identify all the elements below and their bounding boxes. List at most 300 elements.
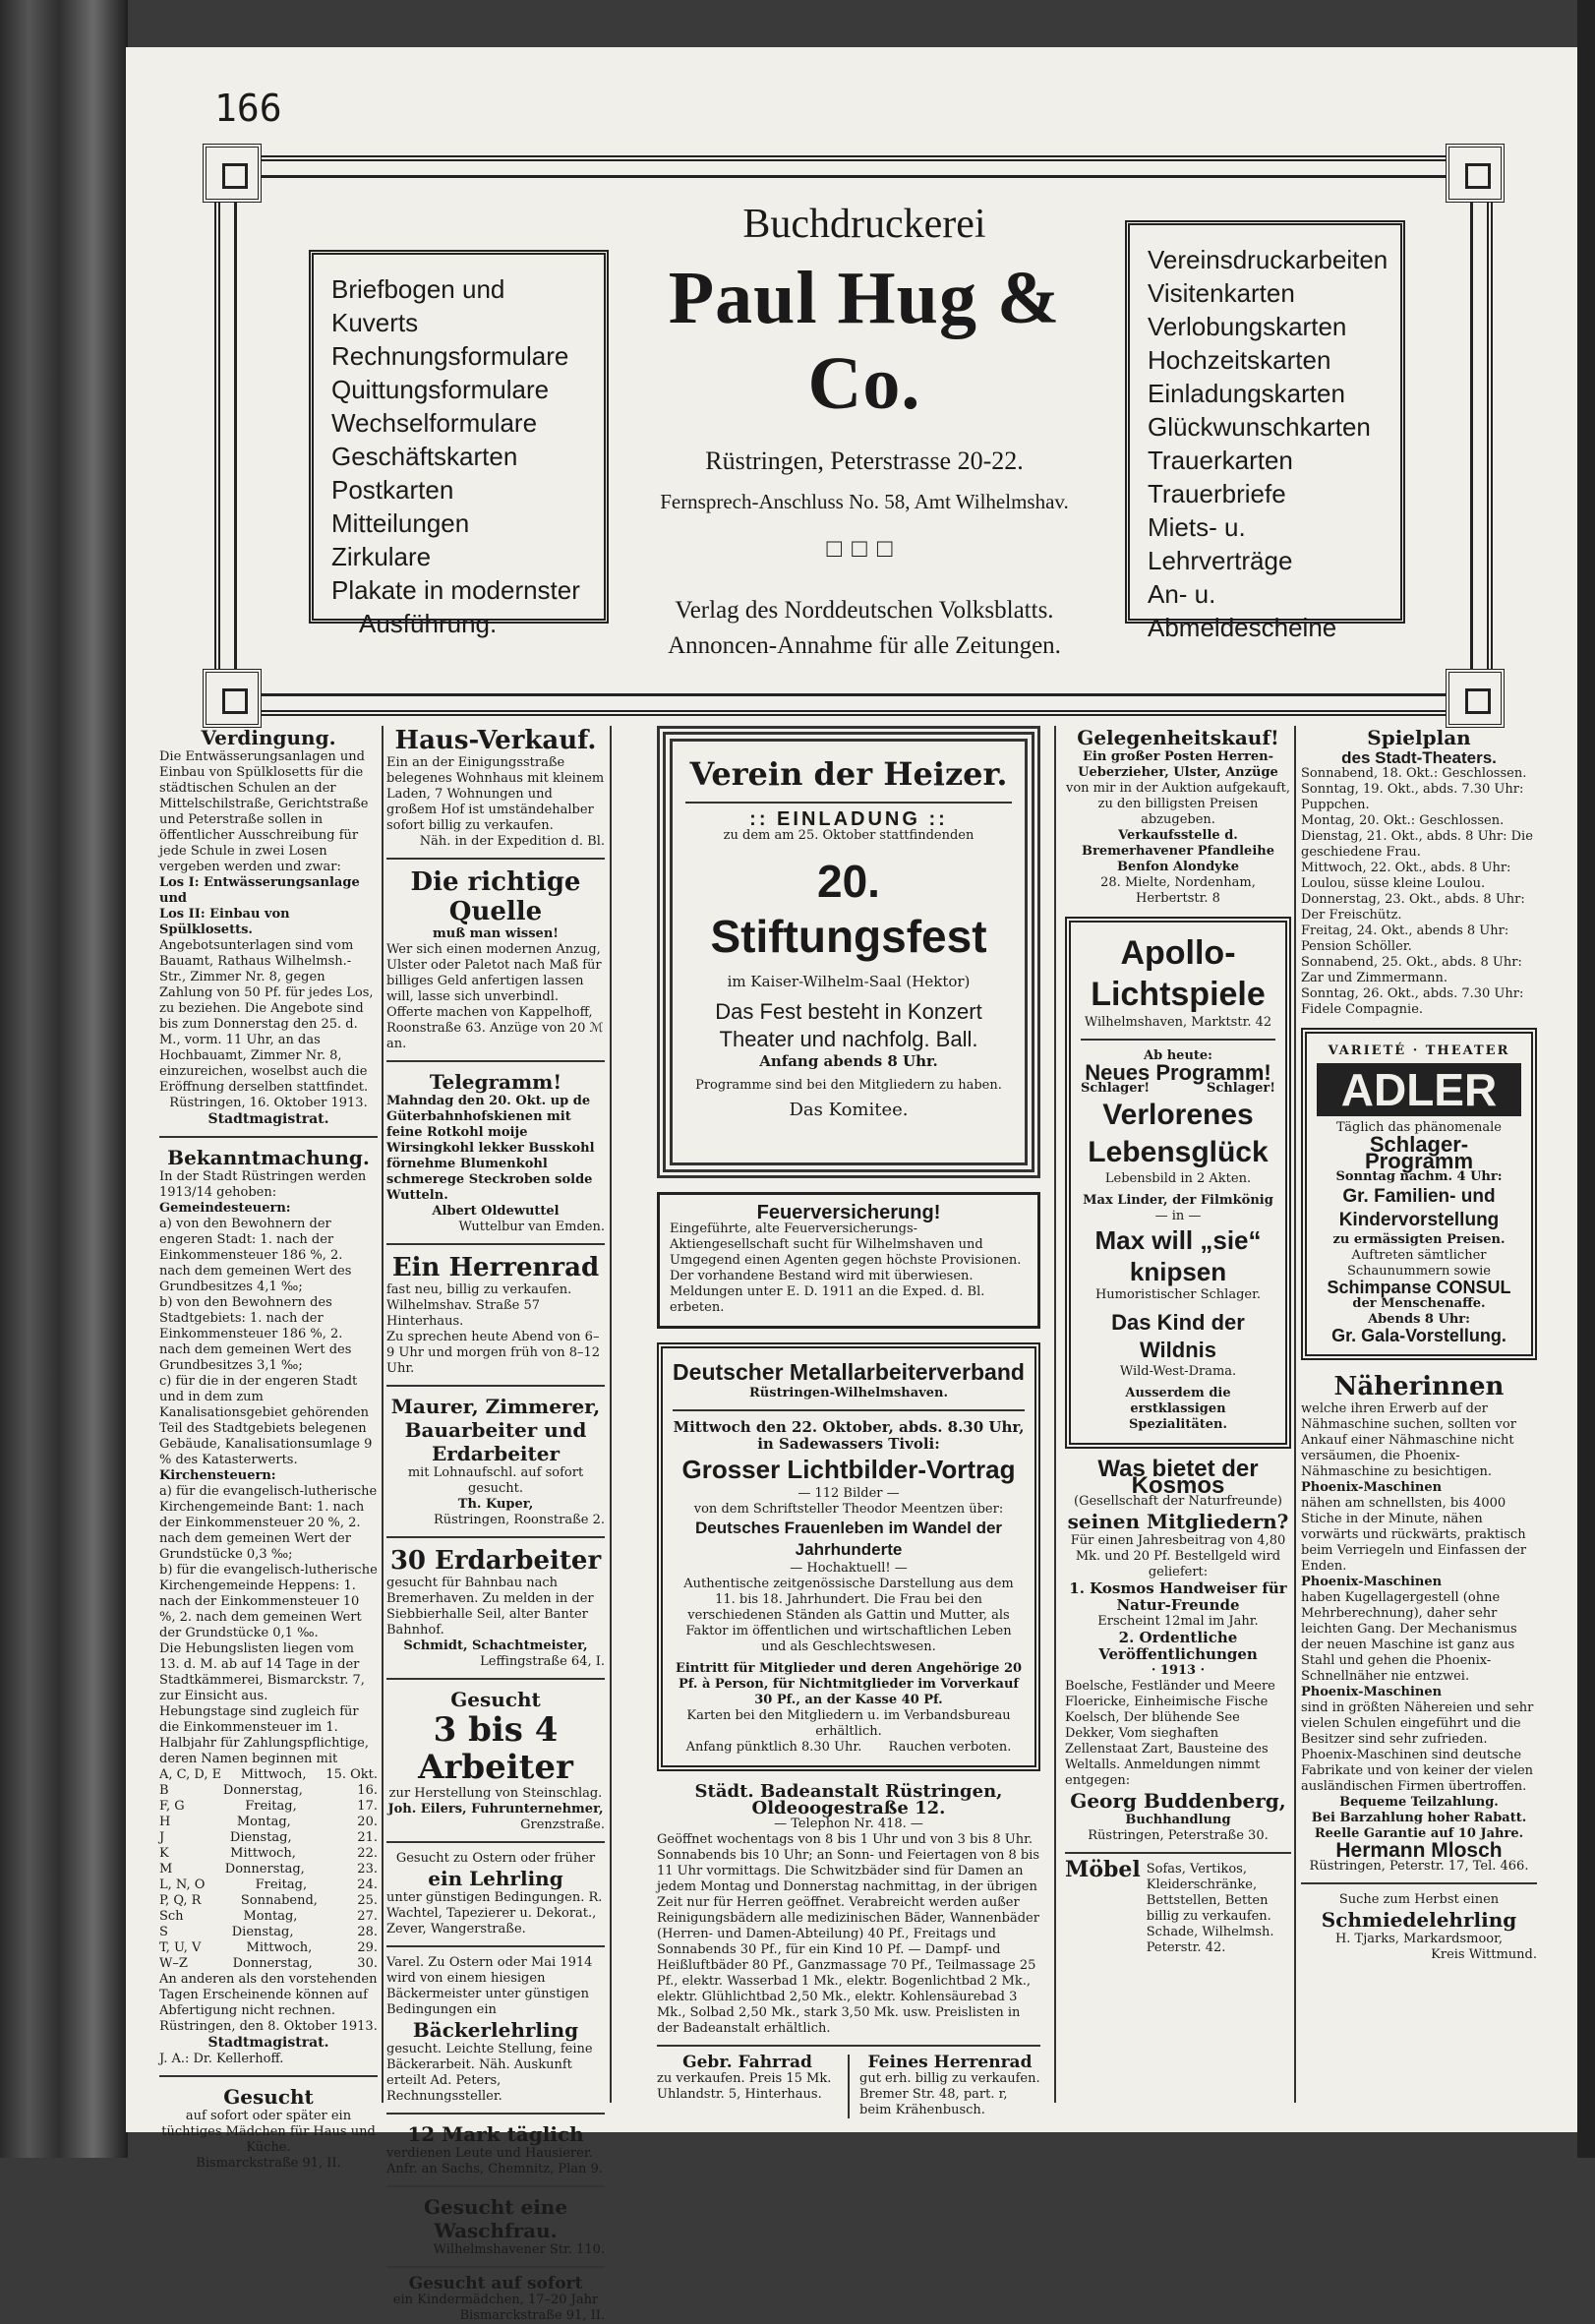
- schedule-cell: P, Q, R: [159, 1893, 202, 1908]
- list-item: Plakate in modernster: [331, 575, 580, 605]
- schedule-cell: 15. Okt.: [325, 1767, 378, 1782]
- schedule-cell: Donnerstag,: [222, 1783, 303, 1798]
- ad-date: Rüstringen, 16. Oktober 1913.: [169, 1096, 368, 1110]
- ad-text: nähen am schnellsten, bis 4000 Stiche in der Minute, nähen vorwärts und rückwärts, praktisch beim Verriegeln und Einfassen der Enden.: [1301, 1496, 1527, 1574]
- ad-text: Kreis Wittmund.: [1431, 1947, 1537, 1962]
- ad-heading: Verlorenes Lebensglück: [1088, 1099, 1269, 1168]
- divider: [386, 2185, 605, 2187]
- ad-text: verdienen Leute und Hausierer. Anfr. an Sachs, Chemnitz, Plan 9.: [386, 2146, 603, 2176]
- ad-text: Phoenix-Maschinen: [1301, 1575, 1443, 1589]
- ad-text: Schlager!: [1081, 1081, 1151, 1096]
- schedule-cell: T, U, V: [159, 1940, 202, 1955]
- ad-heading: 30 Erdarbeiter: [389, 1546, 602, 1576]
- ad-heading: ADLER: [1317, 1063, 1521, 1116]
- ad-text: — Hochaktuell! —: [790, 1561, 908, 1576]
- ad-name: Schmidt, Schachtmeister,: [403, 1639, 588, 1653]
- ad-heading: Möbel: [1065, 1857, 1141, 1882]
- schedule-cell: Donnerstag,: [224, 1862, 305, 1877]
- schedule-row: [159, 1956, 378, 1972]
- ad-text: Rüstringen-Wilhelmshaven.: [749, 1386, 948, 1400]
- schedule-row: [159, 1830, 378, 1846]
- schedule-cell: Sonnabend,: [240, 1893, 318, 1908]
- ad-signature: Stadtmagistrat.: [207, 1111, 329, 1127]
- heizer-invitation-ad: [657, 726, 1040, 1178]
- banner-title: Buchdruckerei: [742, 202, 986, 247]
- schedule-cell: L, N, O: [159, 1877, 206, 1892]
- ad-address: Rüstringen, Peterstr. 17, Tel. 466.: [1309, 1859, 1529, 1874]
- list-item: Wechselformulare: [331, 408, 538, 438]
- schedule-line: Sonnabend, 18. Okt.: Geschlossen.: [1301, 766, 1527, 781]
- schedule-line: Sonntag, 19. Okt., abds. 7.30 Uhr: Puppchen.: [1301, 782, 1524, 812]
- schedule-cell: Mittwoch,: [230, 1846, 296, 1861]
- divider: [386, 1841, 605, 1843]
- list-item: Briefbogen und Kuverts: [331, 274, 505, 337]
- ad-address: Leffingstraße 64, I.: [480, 1654, 605, 1669]
- ad-text: · 1913 ·: [1151, 1663, 1206, 1678]
- schedule-row: [159, 1909, 378, 1925]
- ad-text: — 112 Bilder —: [798, 1486, 900, 1501]
- schedule-cell: 16.: [357, 1783, 378, 1798]
- schedule-row: [159, 1877, 378, 1893]
- divider: [657, 2045, 1040, 2047]
- schedule-line: Mittwoch, 22. Okt., abds. 8 Uhr: Loulou, süsse kleine Loulou.: [1301, 861, 1511, 891]
- schedule-cell: 24.: [357, 1877, 378, 1892]
- ad-heading: Deutsches Frauenleben im Wandel der Jahrhunderte: [694, 1519, 1003, 1559]
- divider: [1065, 1852, 1291, 1854]
- ad-text: Gemeindesteuern:: [159, 1201, 291, 1216]
- ad-text: Gesucht zu Ostern oder früher: [395, 1851, 596, 1866]
- schedule-row: [159, 1767, 378, 1783]
- ad-text: zu dem am 25. Oktober stattfindenden: [723, 828, 975, 843]
- ad-text: ein Kindermädchen, 17–20 Jahr: [392, 2293, 599, 2307]
- ad-text: Sofas, Vertikos, Kleiderschränke, Bettstellen, Betten billig zu verkaufen. Schade, Wilhelmsh. Peterstr. 42.: [1146, 1862, 1274, 1955]
- ad-text: Lebensbild in 2 Akten.: [1104, 1171, 1252, 1186]
- list-item: An- u. Abmeldescheine: [1148, 579, 1337, 642]
- ad-text: Erscheint 12mal im Jahr.: [1097, 1614, 1259, 1629]
- ad-heading: Städt. Badeanstalt Rüstringen, Oldeoogestraße 12.: [694, 1781, 1003, 1818]
- schedule-cell: 17.: [357, 1799, 378, 1814]
- schedule-cell: 20.: [357, 1815, 378, 1829]
- schedule-cell: J: [159, 1830, 165, 1845]
- hebung-schedule: [159, 1767, 378, 1972]
- ad-text: Ab heute:: [1144, 1048, 1212, 1063]
- ad-heading: Max will „sie“ knipsen: [1094, 1225, 1262, 1286]
- divider: [1081, 1039, 1275, 1041]
- ad-heading: Maurer, Zimmerer, Bauarbeiter und Erdarbeiter: [390, 1395, 601, 1465]
- ad-text: Humoristischer Schlager.: [1094, 1287, 1262, 1302]
- ad-heading: Das Kind der Wildnis: [1111, 1310, 1245, 1362]
- schedule-cell: 22.: [357, 1846, 378, 1861]
- printing-house-banner: [214, 155, 1493, 716]
- ad-text: — in —: [1154, 1209, 1202, 1223]
- divider: [1301, 1882, 1537, 1884]
- schedule-cell: 23.: [357, 1862, 378, 1877]
- scan-edge: [1577, 0, 1595, 2158]
- book-binding: [0, 0, 128, 2158]
- column-4: [1065, 726, 1291, 1956]
- ad-heading: ein Lehrling: [428, 1867, 563, 1890]
- list-item: Quittungsformulare: [331, 375, 550, 404]
- divider: [386, 1678, 605, 1680]
- ad-text: Die Hebungslisten liegen vom 13. d. M. ab auf 14 Tage in der Stadtkämmerei, Bismarckstr. 7, zur Einsicht aus.: [159, 1641, 365, 1703]
- ad-text: Mahndag den 20. Okt. up de Güterbahnhofskienen mit feine Rotkohl moije Wirsingkohl lekker Busskohl förnehme Blumenkohl schmerege Steckroben solde Wutteln.: [386, 1094, 595, 1203]
- schedule-cell: Montag,: [236, 1815, 291, 1829]
- ad-text: Eingeführte, alte Feuerversicherungs-Aktiengesellschaft sucht für Wilhelmshaven und Umgegend einen Agenten gegen höchste Provisionen. Der vorhandene Bestand wird mit überwiesen. Meldungen unter E. D. 1911 an die Exped. d. Bl. erbeten.: [670, 1222, 1022, 1315]
- schedule-row: [159, 1799, 378, 1815]
- schedule-cell: 21.: [357, 1830, 378, 1845]
- column-2: [386, 726, 605, 2324]
- ad-text: Suche zum Herbst einen: [1338, 1892, 1500, 1907]
- schedule-cell: M: [159, 1862, 173, 1877]
- ad-text: Für einen Jahresbeitrag von 4,80 Mk. und 20 Pf. Bestellgeld wird geliefert:: [1070, 1533, 1286, 1579]
- list-item: Geschäftskarten: [331, 442, 518, 471]
- kosmos-ad: [1065, 1456, 1291, 1844]
- ad-text: b) von den Bewohnern des Stadtgebiets: 1. nach der Einkommensteuer 186 %, 2. nach dem gemeinen Wert des Grundbesitzes 3,1 ‰;: [159, 1295, 352, 1373]
- ad-heading: Schimpanse CONSUL: [1327, 1278, 1511, 1297]
- column-rule: [610, 726, 612, 2103]
- divider: [159, 1136, 378, 1138]
- divider: [386, 1060, 605, 1062]
- divider: [386, 858, 605, 860]
- ad-signature: Stadtmagistrat.: [207, 2035, 329, 2051]
- ad-address: Wilhelmshaven, Marktstr. 42: [1084, 1015, 1272, 1030]
- divider: [386, 1385, 605, 1387]
- ad-heading: Verdingung.: [201, 726, 336, 749]
- divider: [386, 1243, 605, 1245]
- ad-heading: Telegramm!: [429, 1070, 562, 1094]
- ad-text: Buchhandlung: [1125, 1813, 1231, 1827]
- list-item: Verlobungskarten: [1148, 312, 1347, 341]
- ad-text: Angebotsunterlagen sind vom Bauamt, Rathaus Wilhelmsh.-Str., Zimmer Nr. 8, gegen Zahlung von 50 Pf. für jedes Los, zu beziehen. Die Angebote sind bis zum Donnerstag den 25. d. M., vorm. 11 Uhr, an das Hochbauamt, Zimmer Nr. 8, einzureichen, woselbst auch die Eröffnung derselben stattfindet.: [159, 938, 374, 1095]
- ad-text: Varel. Zu Ostern oder Mai 1914 wird von einem hiesigen Bäckermeister unter günstigen Bedingungen ein: [386, 1955, 593, 2017]
- ad-heading: Bekanntmachung.: [167, 1146, 370, 1169]
- ad-text: Phoenix-Maschinen: [1301, 1685, 1443, 1699]
- ad-text: Bei Barzahlung hoher Rabatt.: [1311, 1811, 1527, 1825]
- ad-text: b) für die evangelisch-lutherische Kirchengemeinde Heppens: 1. nach der Einkommensteuer 10 %, 2. nach dem gemeinen Wert der Grundstücke 0,1 ‰.: [159, 1563, 378, 1640]
- ad-footer: [673, 1740, 1025, 1756]
- ad-heading: Gelegenheitskauf!: [1077, 726, 1279, 749]
- ad-text: im Kaiser-Wilhelm-Saal (Hektor): [727, 973, 971, 990]
- ad-text: zur Herstellung von Steinschlag.: [388, 1786, 603, 1801]
- ad-heading: Gesucht eine Waschfrau.: [423, 2195, 568, 2242]
- schedule-cell: F, G: [159, 1799, 185, 1814]
- ad-text: Zu sprechen heute Abend von 6–9 Uhr und morgen früh von 8–12 Uhr.: [386, 1330, 601, 1376]
- ad-text: von mir in der Auktion aufgekauft, zu den billigsten Preisen abzugeben.: [1065, 781, 1290, 827]
- ad-text: Ausserdem die erstklassigen Spezialitäten.: [1125, 1386, 1231, 1432]
- ad-text: Auftreten sämtlicher Schaunummern sowie: [1347, 1248, 1491, 1279]
- ad-text: zu ermässigten Preisen.: [1332, 1232, 1506, 1247]
- ad-heading: Deutscher Metallarbeiterverband: [673, 1359, 1025, 1385]
- ad-heading: Schmiedelehrling: [1321, 1908, 1517, 1932]
- ad-heading: Grosser Lichtbilder-Vortrag: [681, 1455, 1016, 1484]
- schedule-row: [159, 1815, 378, 1830]
- fahrrad-ads: [657, 2055, 1040, 2118]
- schedule-row: [159, 1893, 378, 1909]
- list-item: Einladungskarten: [1148, 379, 1345, 408]
- ad-heading: Was bietet der Kosmos: [1097, 1456, 1259, 1499]
- ad-text: a) für die evangelisch-lutherische Kirchengemeinde Bant: 1. nach der Einkommensteuer 20 %, 2. nach dem gemeinen Wert der Grundstücke 0,3 ‰;: [159, 1484, 378, 1562]
- schedule-line: Sonnabend, 25. Okt., abds. 8 Uhr: Zar und Zimmermann.: [1301, 955, 1522, 985]
- schedule-cell: Freitag,: [245, 1799, 297, 1814]
- ad-text: Authentische zeitgenössische Darstellung aus dem 11. bis 18. Jahrhundert. Die Frau bei den verschiedenen Ständen als Gattin und Mutter, als Faktor im öffentlichen und wirtschaftlichen Leben und als Geschlechtswesen.: [683, 1577, 1014, 1654]
- ad-text: Los I: Entwässerungsanlage und: [159, 875, 360, 906]
- schedule-cell: Dienstag,: [231, 1925, 294, 1939]
- schedule-cell: Freitag,: [255, 1877, 308, 1892]
- ad-text: Hebungstage sind zugleich für die Einkommensteuer im 1. Halbjahr für Zahlungspflichtige, deren Namen beginnen mit: [159, 1704, 369, 1766]
- ad-text: mit Lohnaufschl. auf sofort gesucht.: [407, 1465, 584, 1496]
- column-1: [159, 726, 378, 2172]
- ad-text: Täglich das phänomenale: [1336, 1120, 1502, 1135]
- annoncen-line: Annoncen-Annahme für alle Zeitungen.: [668, 632, 1061, 659]
- ad-heading: 3 bis 4 Arbeiter: [418, 1710, 573, 1787]
- column-3: [657, 726, 1040, 2118]
- schedule-cell: H: [159, 1815, 171, 1829]
- ad-address: Wilhelmshavener Str. 110.: [433, 2242, 605, 2257]
- divider: [386, 1536, 605, 1538]
- schedule-row: [159, 1940, 378, 1956]
- ad-text: Abends 8 Uhr:: [1368, 1312, 1470, 1327]
- list-item: Visitenkarten: [1148, 278, 1295, 308]
- ad-text: a) von den Bewohnern der engeren Stadt: 1. nach der Einkommensteuer 186 %, 2. nach dem gemeinen Wert des Grundbesitzes 4,1 ‰;: [159, 1217, 352, 1294]
- ad-text: gesucht. Leichte Stellung, feine Bäckerarbeit. Näh. Auskunft erteilt Ad. Peters, Rechnungssteller.: [386, 2042, 593, 2104]
- product-list-left: [309, 250, 609, 638]
- schedule-cell: Sch: [159, 1909, 184, 1924]
- ad-text: welche ihren Erwerb auf der Nähmaschine suchen, sollten vor Ankauf einer Nähmaschine nicht versäumen, die Phoenix-Nähmaschine zu besichtigen.: [1301, 1401, 1516, 1479]
- ad-text: Mittwoch den 22. Oktober, abds. 8.30 Uhr, in Sadewassers Tivoli:: [673, 1418, 1025, 1453]
- divider: [386, 2266, 605, 2268]
- schedule-line: Donnerstag, 23. Okt., abds. 8 Uhr: Der Freischütz.: [1301, 892, 1525, 923]
- schedule-cell: 29.: [357, 1940, 378, 1955]
- theater-schedule: [1301, 766, 1537, 1018]
- schedule-row: [159, 1846, 378, 1862]
- ad-heading: Gr. Familien- und Kindervorstellung: [1338, 1186, 1500, 1230]
- schedule-cell: Dienstag,: [229, 1830, 292, 1845]
- ad-address: Rüstringen, Roonstraße 2.: [433, 1513, 605, 1527]
- ad-heading: seinen Mitgliedern?: [1067, 1510, 1289, 1533]
- ad-text: Karten bei den Mitgliedern u. im Verbandsbureau erhältlich.: [686, 1708, 1011, 1739]
- corner-ornament-icon: [1446, 144, 1505, 203]
- ad-heading: 20. Stiftungsfest: [710, 856, 987, 962]
- ad-heading: Gesucht: [223, 2085, 314, 2109]
- schedule-cell: S: [159, 1925, 168, 1939]
- ad-text: c) für die in der engeren Stadt und in dem zum Kanalisationsgebiet gehörenden Teil des Stadtgebiets belegenen Gebäude, Kanalisationsumlage 9 % des Katasterwerts.: [159, 1374, 373, 1467]
- ad-address: Grenzstraße.: [520, 1817, 605, 1832]
- schedule-row: [159, 1862, 378, 1877]
- ad-heading: Die richtige Quelle: [410, 867, 581, 926]
- schedule-line: Montag, 20. Okt.: Geschlossen.: [1301, 813, 1505, 828]
- ad-text: muß man wissen!: [433, 926, 559, 941]
- ad-heading: Ein Herrenrad: [391, 1253, 600, 1282]
- ad-name: Albert Oldewuttel: [432, 1204, 560, 1219]
- ad-heading: Gr. Gala-Vorstellung.: [1331, 1326, 1506, 1345]
- feuerversicherung-ad: [657, 1192, 1040, 1329]
- metallarbeiter-ad: [657, 1342, 1040, 1771]
- ad-heading: Gesucht auf sofort: [408, 2274, 583, 2294]
- list-item: Rechnungsformulare: [331, 341, 569, 371]
- square-ornament-icon: □□□: [826, 534, 903, 563]
- ad-text: gesucht für Bahnbau nach Bremerhaven. Zu melden in der Siebbierhalle Seil, alter Banter Bahnhof.: [386, 1576, 594, 1638]
- ad-text: VARIETÉ · THEATER: [1328, 1043, 1510, 1058]
- ad-text: 1. Kosmos Handweiser für Natur-Freunde: [1069, 1579, 1287, 1614]
- ad-signer: J. A.: Dr. Kellerhoff.: [159, 2052, 284, 2066]
- ad-text: Bequeme Teilzahlung.: [1339, 1795, 1499, 1810]
- ad-heading: Spielplan: [1367, 726, 1471, 749]
- divider: [386, 2113, 605, 2115]
- ad-text: der Menschenaffe.: [1352, 1296, 1486, 1311]
- adler-theater-ad: [1301, 1028, 1537, 1360]
- ad-text: — Telephon Nr. 418. —: [774, 1817, 923, 1831]
- list-item: Miets- u. Lehrverträge: [1148, 512, 1293, 575]
- corner-ornament-icon: [1446, 669, 1505, 728]
- ad-text: gut erh. billig zu verkaufen. Bremer Str. 48, part. r, beim Krähenbusch.: [859, 2071, 1040, 2117]
- ad-date: Rüstringen, den 8. Oktober 1913.: [159, 2019, 378, 2034]
- ad-heading: Hermann Mlosch: [1335, 1839, 1503, 1862]
- ad-heading: Bäckerlehrling: [412, 2018, 579, 2042]
- ad-signature: Das Komitee.: [789, 1100, 909, 1120]
- ad-heading: Feines Herrenrad: [867, 2053, 1033, 2072]
- ad-text: unter günstigen Bedingungen. R. Wachtel, Tapezierer u. Dekorat., Zever, Wangerstraße.: [386, 1890, 603, 1937]
- schedule-cell: Montag,: [243, 1909, 298, 1924]
- ad-text: Max Linder, der Filmkönig: [1083, 1193, 1273, 1208]
- list-item: Zirkulare: [331, 542, 432, 571]
- ad-heading: Apollo-Lichtspiele: [1091, 934, 1266, 1013]
- apollo-lichtspiele-ad: [1065, 917, 1291, 1449]
- column-5: [1301, 726, 1537, 1963]
- ad-text: Anfang pünktlich 8.30 Uhr.: [685, 1740, 862, 1755]
- ad-heading: Georg Buddenberg,: [1070, 1789, 1286, 1813]
- ad-text: Geöffnet wochentags von 8 bis 1 Uhr und von 3 bis 8 Uhr. Sonnabends bis 10 Uhr; an Sonn- und Feiertagen von 8 bis 11 Uhr vormittags. Die Schwitzbäder sind für Damen an jedem Montag und Donnerstag nachmittag, in der übrigen Zeit nur für Herren geöffnet. Verabreicht werden außer Reinigungsbädern alle medizinischen Bäder, Wannenbäder (Herren- und Damen-Abteilung) 40 Pf., Freitags und Sonnabends 30 Pf., für ein Kind 10 Pf. — Dampf- und Heißluftbäder 80 Pf., Ganzmassage 70 Pf., Teilmassage 25 Pf., elektr. Wasserbad 1 Mk., elektr. Bogenlichtbad 2 Mk., elektr. Glühlichtbad 2,50 Mk., elektr. Kohlensäurebad 3 Mk., Solbad 2,50 Mk., stark 3,50 Mk. usw. Preislisten in der Badeanstalt erhältlich.: [657, 1832, 1040, 2036]
- ad-text: sind in größten Nähereien und sehr vielen Schulen eingeführt und die Besitzer sind sehr zufrieden. Phoenix-Maschinen sind deutsche Fabrikate und von keiner der vielen ausländischen Firmen übertroffen.: [1301, 1700, 1534, 1794]
- list-item: Trauerbriefe: [1148, 479, 1286, 508]
- ad-heading: Gebr. Fahrrad: [682, 2053, 812, 2072]
- ad-text: Wuttelbur van Emden.: [458, 1220, 605, 1234]
- list-item: Mitteilungen: [331, 508, 470, 538]
- ad-text: Näh. in der Expedition d. Bl.: [419, 834, 605, 849]
- schedule-line: Freitag, 24. Okt., abends 8 Uhr: Pension Schöller.: [1301, 924, 1509, 954]
- ad-heading: Schlager-Programm: [1364, 1132, 1474, 1173]
- ad-text: Wer sich einen modernen Anzug, Ulster oder Paletot nach Maß für billiges Geld anfertigen lassen will, lasse sich unverbindl. Offerte machen von Kappelhoff, Roonstraße 63. Anzüge von 20 ℳ an.: [386, 942, 604, 1051]
- ad-text: Sonntag nachm. 4 Uhr:: [1335, 1169, 1503, 1184]
- ad-address: Bismarckstraße 91, II.: [459, 2308, 605, 2323]
- ad-text: Kirchensteuern:: [159, 1468, 276, 1483]
- ad-text: Anfang abends 8 Uhr.: [759, 1052, 938, 1070]
- company-address: Rüstringen, Peterstrasse 20-22.: [705, 447, 1024, 475]
- ad-text: Verkaufsstelle d. Bremerhavener Pfandleihe Benfon Alondyke: [1082, 828, 1274, 874]
- ad-text: fast neu, billig zu verkaufen. Wilhelmshav. Straße 57 Hinterhaus.: [386, 1282, 572, 1329]
- ad-heading: Näherinnen: [1333, 1372, 1505, 1401]
- ad-name: Joh. Eilers, Fuhrunternehmer,: [387, 1802, 604, 1817]
- ad-heading: Neues Programm!: [1085, 1060, 1271, 1085]
- corner-ornament-icon: [203, 144, 262, 203]
- ad-heading: Verein der Heizer.: [689, 755, 1008, 793]
- divider: [848, 2055, 850, 2118]
- schedule-line: Dienstag, 21. Okt., abds. 8 Uhr: Die geschiedene Frau.: [1301, 829, 1533, 860]
- ad-text: Los II: Einbau von Spülklosetts.: [159, 907, 290, 937]
- schedule-cell: 25.: [357, 1893, 378, 1908]
- ad-text: zu verkaufen. Preis 15 Mk. Uhlandstr. 5, Hinterhaus.: [657, 2071, 832, 2102]
- ad-text: von dem Schriftsteller Theodor Meentzen über:: [693, 1502, 1004, 1517]
- ad-text: Boelsche, Festländer und Meere Floericke, Einheimische Fische Koelsch, Der blühende See Dekker, Vom sieghaften Zellenstaat Zart, Bausteine des Weltalls. Anmeldungen nimmt entgegen:: [1065, 1679, 1275, 1788]
- ad-text: Programme sind bei den Mitgliedern zu haben.: [695, 1078, 1002, 1093]
- product-list-right: [1125, 220, 1405, 642]
- page-number: 166: [214, 87, 282, 130]
- ad-text: haben Kugellagergestell (ohne Mehrberechnung), daher sehr leichten Gang. Der Mechanismus der neuen Maschine ist ganz aus Stahl und gehen die Phoenix-Schnellnäher nie entzwei.: [1301, 1590, 1517, 1684]
- verlag-line: Verlag des Norddeutschen Volksblatts.: [675, 597, 1054, 624]
- list-item: Hochzeitskarten: [1148, 345, 1331, 375]
- ad-text: Die Entwässerungsanlagen und Einbau von Spülklosetts für die städtischen Schulen an der Mittelschilstraße, Gerichtstraße und Peterstraße sollen in öffentlicher Ausschreibung für jede Schule in zwei Losen vergeben werden und zwar:: [159, 749, 369, 874]
- schedule-cell: W–Z: [159, 1956, 188, 1971]
- ad-heading: des Stadt-Theaters.: [1341, 748, 1497, 767]
- ad-text: Rauchen verboten.: [888, 1740, 1012, 1755]
- ad-address: Bismarckstraße 91, II.: [196, 2156, 341, 2171]
- schedule-cell: 27.: [357, 1909, 378, 1924]
- schedule-cell: K: [159, 1846, 169, 1861]
- corner-ornament-icon: [203, 669, 262, 728]
- schedule-row: [159, 1925, 378, 1940]
- column-rule: [1294, 726, 1296, 2103]
- fahrrad-ad: [657, 2055, 838, 2118]
- schedule-row: [159, 1783, 378, 1799]
- company-name: Paul Hug & Co.: [668, 257, 1061, 425]
- ad-text: Eintritt für Mitglieder und deren Angehörige 20 Pf. à Person, für Nichtmitglieder im Vorverkauf 30 Pf., an der Kasse 40 Pf.: [675, 1661, 1023, 1707]
- schedule-line: Sonntag, 26. Okt., abds. 7.30 Uhr: Fidele Compagnie.: [1301, 986, 1524, 1017]
- ad-text: In der Stadt Rüstringen werden 1913/14 gehoben:: [159, 1169, 367, 1200]
- list-item: Postkarten: [331, 475, 454, 505]
- ad-text: H. Tjarks, Markardsmoor,: [1334, 1932, 1504, 1946]
- banner-center: [614, 201, 1115, 664]
- divider: [386, 1945, 605, 1947]
- schedule-cell: 30.: [357, 1956, 378, 1971]
- company-phone: Fernsprech-Anschluss No. 58, Amt Wilhelmshav.: [660, 490, 1069, 513]
- ad-text: (Gesellschaft der Naturfreunde): [1074, 1494, 1282, 1509]
- schedule-cell: B: [159, 1783, 169, 1798]
- ad-text: Schlager!: [1206, 1081, 1275, 1096]
- ad-address: 28. Mielte, Nordenham, Herbertstr. 8: [1100, 875, 1256, 906]
- ad-text: Wild-West-Drama.: [1119, 1364, 1237, 1379]
- ad-text: auf sofort oder später ein tüchtiges Mädchen für Haus und Küche.: [161, 2109, 376, 2155]
- herrenrad-ad: [859, 2055, 1040, 2118]
- divider: [159, 2075, 378, 2077]
- list-item: Trauerkarten: [1148, 446, 1293, 475]
- ad-heading: Haus-Verkauf.: [394, 726, 597, 755]
- ad-text: Reelle Garantie auf 10 Jahre.: [1314, 1826, 1524, 1841]
- schedule-cell: Mittwoch,: [240, 1767, 307, 1782]
- ad-address: Rüstringen, Peterstraße 30.: [1088, 1828, 1269, 1843]
- ad-text: An anderen als den vorstehenden Tagen Erscheinende können auf Abfertigung nicht rechnen.: [159, 1972, 378, 2018]
- badeanstalt-ad: [657, 1783, 1040, 2037]
- schedule-cell: A, C, D, E: [159, 1767, 222, 1782]
- phoenix-ad: [1301, 1372, 1537, 1875]
- column-rule: [1054, 726, 1056, 2103]
- ad-text: Das Fest besteht in Konzert Theater und nachfolg. Ball.: [715, 999, 982, 1051]
- list-item: Vereinsdruckarbeiten: [1148, 245, 1388, 274]
- ad-heading: 12 Mark täglich: [407, 2122, 584, 2146]
- ad-text: Ein großer Posten Herren-Ueberzieher, Ulster, Anzüge: [1078, 749, 1278, 780]
- ad-text: Phoenix-Maschinen: [1301, 1480, 1443, 1495]
- column-rule: [382, 726, 384, 2103]
- moebel-ad: [1065, 1857, 1291, 1956]
- ad-heading: :: EINLADUNG ::: [749, 808, 948, 830]
- schedule-cell: 28.: [357, 1925, 378, 1939]
- divider: [673, 1409, 1025, 1411]
- list-item: Glückwunschkarten: [1148, 412, 1371, 442]
- list-item: Ausführung.: [359, 609, 498, 638]
- ad-heading: Feuerversicherung!: [756, 1202, 941, 1223]
- schedule-cell: Mittwoch,: [246, 1940, 313, 1955]
- divider: [685, 802, 1012, 804]
- newspaper-page: [126, 47, 1577, 2323]
- schedule-cell: Donnerstag,: [232, 1956, 313, 1971]
